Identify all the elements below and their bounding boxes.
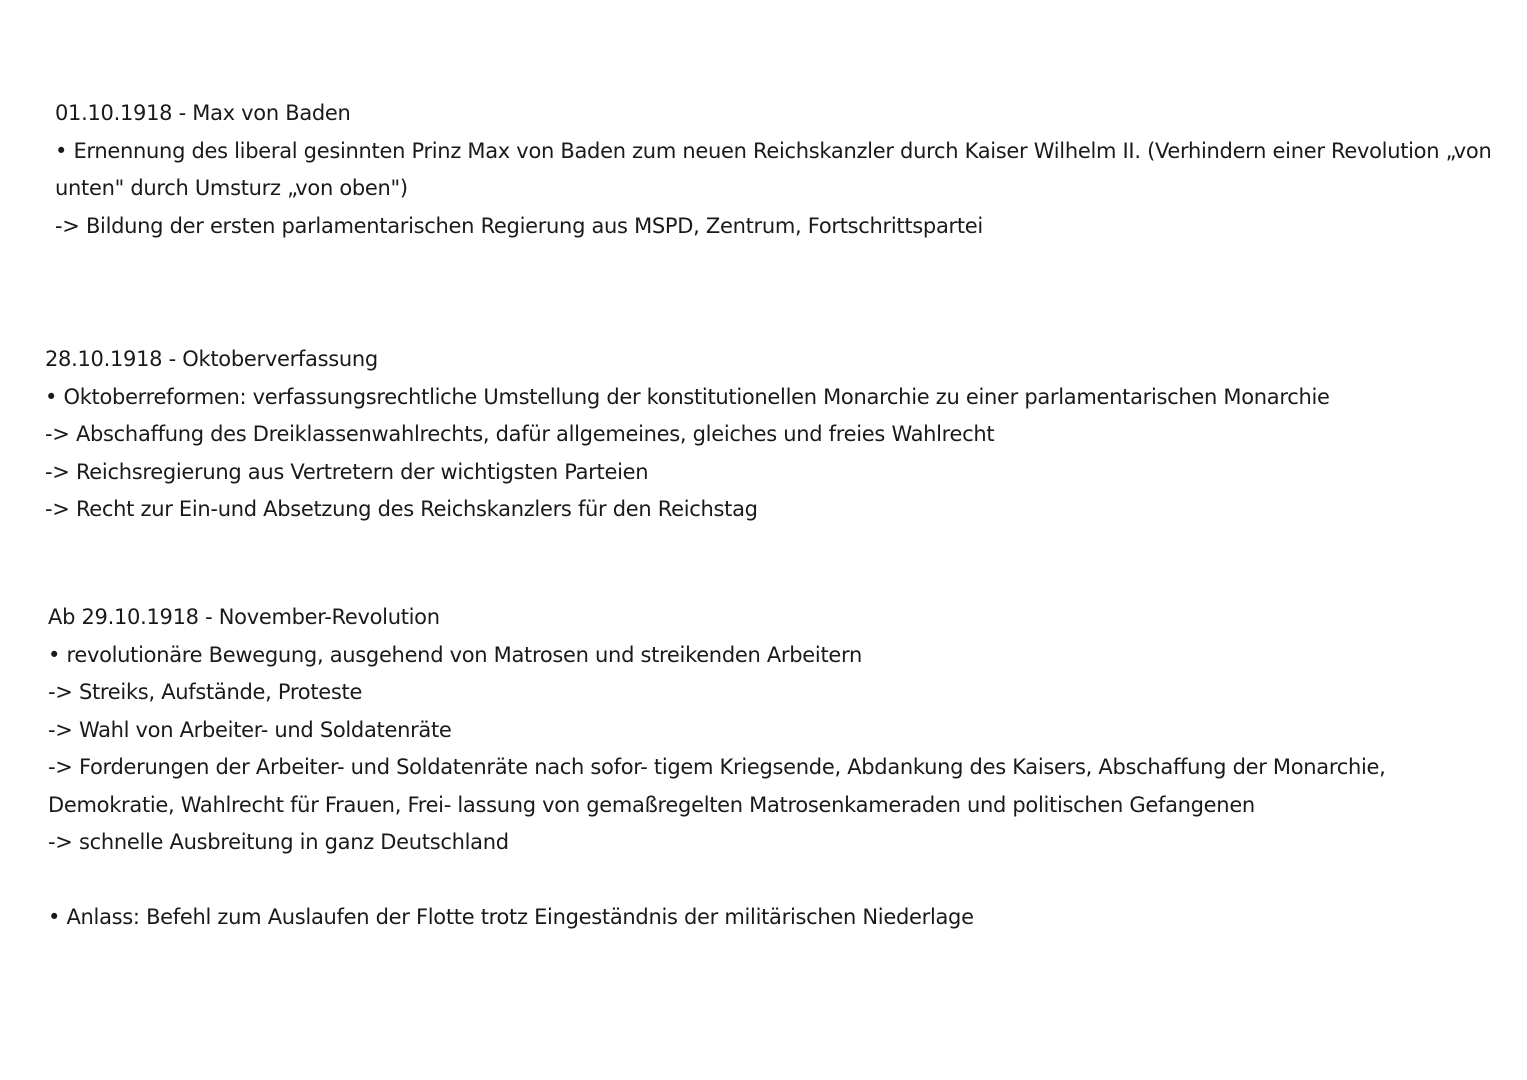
arrow-line: -> Wahl von Arbeiter- und Soldatenräte — [48, 717, 452, 742]
continuation-line: Demokratie, Wahlrecht für Frauen, Frei- lassung von gemaßregelten Matrosenkameraden und politischen Gefangenen — [48, 792, 1255, 817]
section-oktoberverfassung — [45, 341, 1465, 529]
bullet-line: • revolutionäre Bewegung, ausgehend von Matrosen und streikenden Arbeitern — [48, 642, 862, 667]
continuation-line: unten" durch Umsturz „von oben") — [55, 176, 408, 200]
arrow-line: -> Forderungen der Arbeiter- und Soldatenräte nach sofor- tigem Kriegsende, Abdankung des Kaisers, Abschaffung der Monarchie, — [48, 755, 1386, 779]
arrow-line: -> Bildung der ersten parlamentarischen Regierung aus MSPD, Zentrum, Fortschrittspartei — [55, 213, 983, 238]
section-heading: 01.10.1918 - Max von Baden — [55, 101, 351, 125]
section-heading: Ab 29.10.1918 - November-Revolution — [48, 605, 440, 629]
bullet-line: • Oktoberreformen: verfassungsrechtliche Umstellung der konstitutionellen Monarchie zu einer parlamentarischen Monarchie — [45, 384, 1330, 409]
bullet-line: • Ernennung des liberal gesinnten Prinz Max von Baden zum neuen Reichskanzler durch Kaiser Wilhelm II. (Verhindern einer Revolution „von — [55, 138, 1492, 163]
arrow-line: -> Abschaffung des Dreiklassenwahlrechts, dafür allgemeines, gleiches und freies Wahlrecht — [45, 422, 995, 446]
section-anlass — [48, 899, 1468, 937]
section-heading: 28.10.1918 - Oktoberverfassung — [45, 347, 378, 371]
arrow-line: -> Recht zur Ein-und Absetzung des Reichskanzlers für den Reichstag — [45, 497, 758, 521]
bullet-line: • Anlass: Befehl zum Auslaufen der Flotte trotz Eingeständnis der militärischen Niederlage — [48, 905, 974, 929]
arrow-line: -> Reichsregierung aus Vertretern der wichtigsten Parteien — [45, 459, 649, 484]
section-max-von-baden — [55, 95, 1492, 245]
arrow-line: -> Streiks, Aufstände, Proteste — [48, 680, 363, 704]
section-november-revolution — [48, 599, 1468, 862]
arrow-line: -> schnelle Ausbreitung in ganz Deutschland — [48, 830, 509, 854]
